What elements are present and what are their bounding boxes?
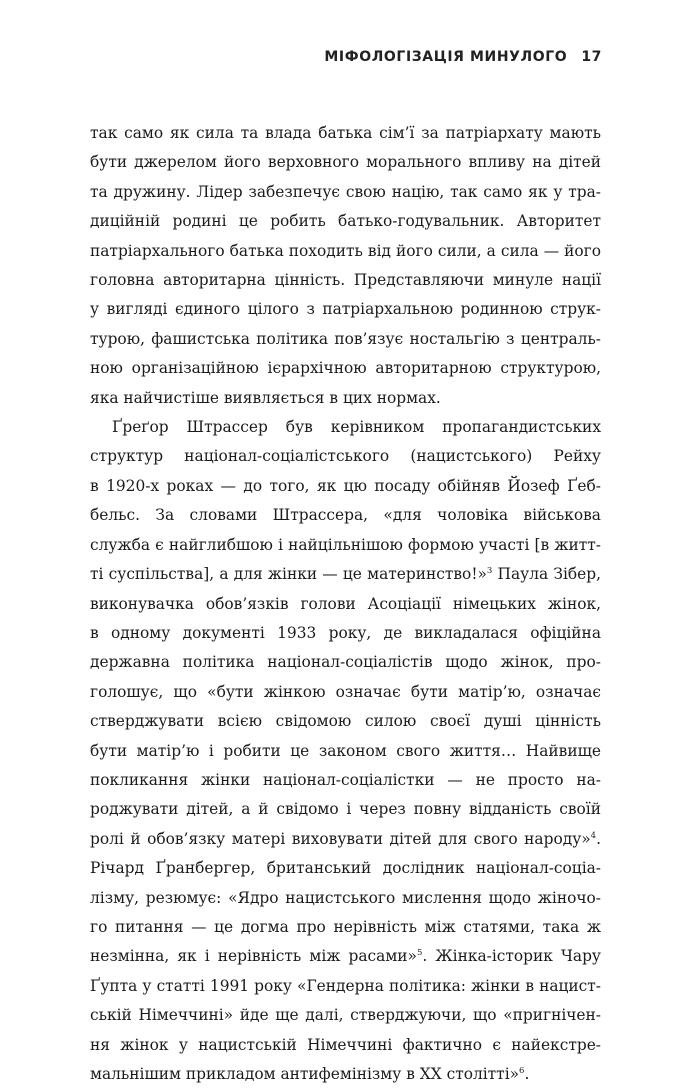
text-line: стверджувати всією свідомою силою своєї душі цінність [90, 712, 601, 731]
text-line: лізму, резюмує: «Ядро нацистського мислення щодо жіночо- [90, 888, 601, 907]
text-segment: . Жінка-історик Чару [422, 947, 601, 966]
text-line: та дружину. Лідер забезпечує свою націю, так само як у тра- [90, 182, 601, 201]
footnote-ref: 5 [416, 948, 423, 959]
text-segment: . [524, 1065, 530, 1083]
page-number: 17 [581, 49, 602, 65]
text-line: ною організаційною ієрархічною авторитарною структурою, [90, 359, 601, 378]
text-line: покликання жінки націонал-соціалістки — не просто на- [90, 770, 601, 789]
text-line: у вигляді єдиного цілого з патріархальною родинною струк- [90, 300, 601, 319]
text-segment: ті суспільства], а для жінки — це материнство!» [90, 565, 487, 584]
text-line: бути джерелом його верховного морального впливу на дітей [90, 153, 601, 172]
text-segment: ролі й обов’язку матері виховувати дітей для свого народу» [90, 829, 591, 848]
text-line: турою, фашистська політика пов’язує ностальгію з централь- [90, 329, 601, 348]
footnote-ref: 4 [590, 830, 597, 841]
text-line: бельс. За словами Штрассера, «для чоловіка військова [90, 506, 601, 525]
text-line: бути матір’ю і робити це законом свого життя… Найвище [90, 741, 601, 760]
text-line: головна авторитарна цінність. Представляючи минуле нації [90, 271, 601, 290]
text-segment: Паула Зібер, [492, 565, 601, 584]
text-line [90, 942, 601, 971]
text-line: Річард Ґранбергер, британський дослідник націонал-соціа- [90, 859, 601, 878]
text-line [90, 560, 601, 589]
text-segment: мальнішим прикладом антифемінізму в ХХ столітті» [90, 1065, 520, 1083]
text-line: державна політика націонал-соціалістів щодо жінок, про- [90, 653, 601, 672]
text-line: го питання — це догма про нерівність між статями, така ж [90, 917, 601, 936]
running-head [324, 49, 602, 65]
text-line: в 1920-х роках — до того, як цю посаду обійняв Йозеф Ґеб- [90, 476, 601, 495]
text-line [90, 825, 601, 854]
chapter-title: МІФОЛОГІЗАЦІЯ МИНУЛОГО [324, 49, 568, 65]
text-line: ській Німеччині» йде ще далі, стверджуючи, що «пригнічен- [90, 1006, 601, 1025]
text-line: Ґреґор Штрассер був керівником пропагандистських [112, 418, 601, 437]
text-line: диційній родині це робить батько-годувальник. Авторитет [90, 212, 601, 231]
footnote-ref: 3 [486, 565, 493, 576]
text-line: так само як сила та влада батька сім’ї за патріархату мають [90, 124, 601, 142]
text-line: яка найчистіше виявляється в цих нормах. [90, 388, 441, 407]
text-line: патріархального батька походить від його сили, а сила — його [90, 241, 601, 260]
footnote-ref: 6 [519, 1065, 525, 1076]
text-line: структур націонал-соціалістського (нацистського) Рейху [90, 447, 601, 466]
body-text [90, 119, 601, 1089]
text-segment: . [596, 829, 601, 848]
text-line: служба є найглибшою і найцільнішою формою участі [в житт- [90, 535, 601, 554]
text-line [90, 1060, 601, 1089]
text-line: роджувати дітей, а й свідомо і через повну відданість своїй [90, 800, 601, 819]
text-line: виконувачка обов’язків голови Асоціації німецьких жінок, [90, 594, 601, 613]
text-segment: незмінна, як і нерівність між расами» [90, 947, 417, 966]
text-line: ня жінок у нацистській Німеччині фактично є найекстре- [90, 1035, 601, 1054]
text-line: голошує, що «бути жінкою означає бути матір’ю, означає [90, 682, 601, 701]
text-line: Ґупта у статті 1991 року «Гендерна політика: жінки в нацист- [90, 976, 601, 995]
text-line: в одному документі 1933 року, де викладалася офіційна [90, 623, 601, 642]
